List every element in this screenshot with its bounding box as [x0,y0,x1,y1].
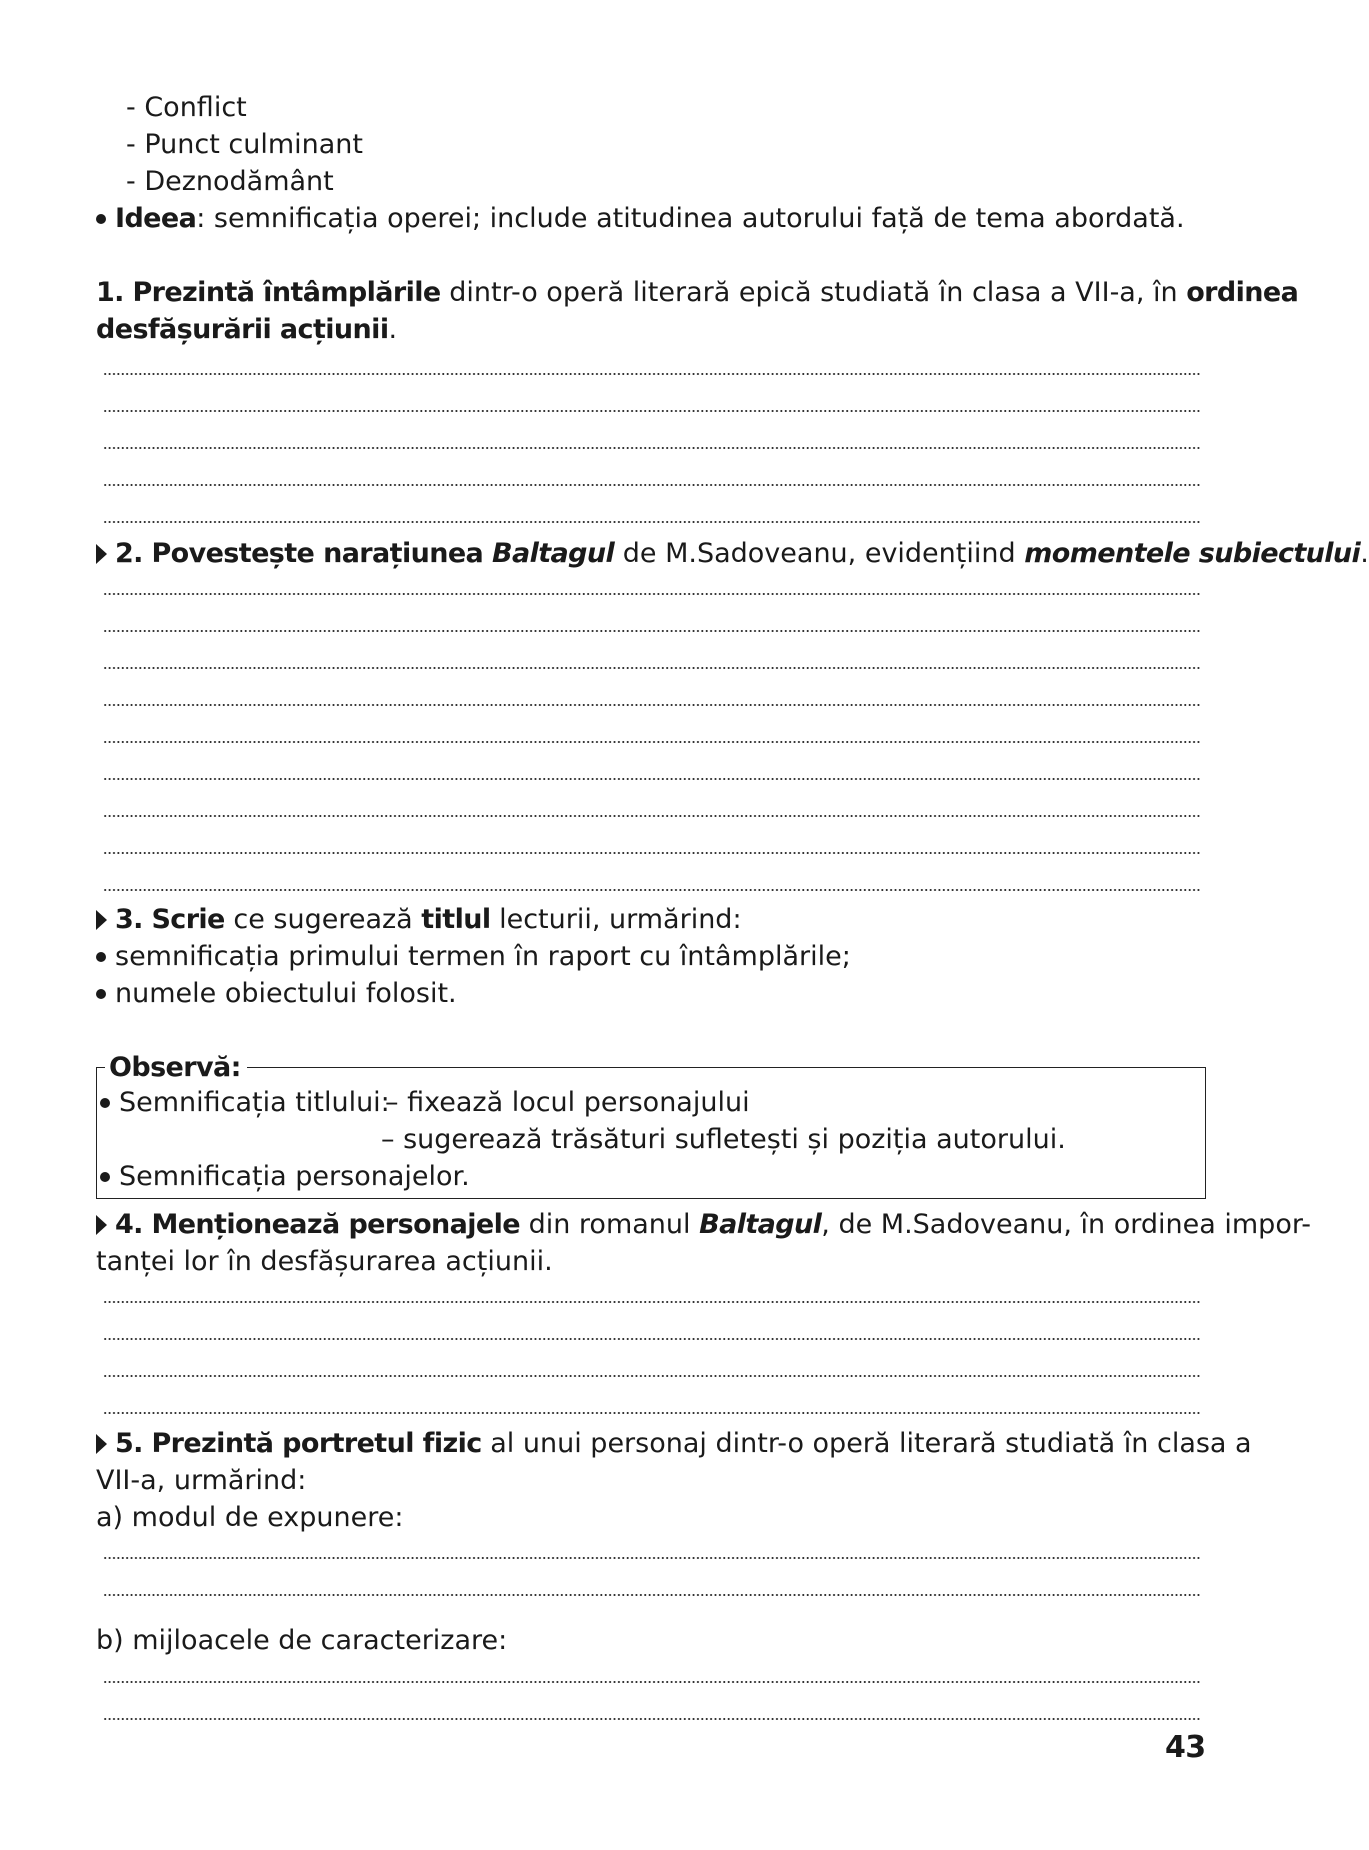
task3-number: 3. [115,904,143,935]
task3-line [96,902,742,938]
observa-line-3 [100,1159,470,1195]
task4-verb: Menționează personajele [151,1209,520,1240]
list-item-conflict: - Conflict [126,92,247,123]
task4-text2: , de M.Sadoveanu, în ordinea impor- [821,1209,1311,1240]
task3-verb: Scrie [151,904,225,935]
task4-line1 [96,1207,1311,1243]
answer-line[interactable] [103,703,1200,707]
triangle-right-icon [96,1215,107,1235]
bullet-icon [96,989,106,999]
answer-line[interactable] [103,520,1200,524]
task5-verb: Prezintă portretul fizic [151,1428,482,1459]
task5-sub-b: b) mijloacele de caracterizare: [96,1625,508,1656]
idea-line [96,201,1185,237]
observa-line-1 [100,1085,390,1121]
bullet-icon [96,952,106,962]
task3-text1: ce sugerează [224,904,422,935]
task2-line [96,536,1369,572]
task1-line1 [96,275,1299,311]
answer-line[interactable] [103,1717,1200,1721]
bullet-icon [100,1172,110,1182]
answer-line[interactable] [103,1556,1200,1560]
observa-line-2: – sugerează trăsături sufletești și poziția autorului. [381,1124,1066,1155]
task4-title: Baltagul [699,1209,822,1240]
idea-text: : semnificația operei; include atitudinea autorului față de tema abordată. [196,203,1185,234]
answer-line[interactable] [103,629,1200,633]
idea-term: Ideea [115,203,197,234]
task1-end: . [388,314,398,345]
observa-line1-value: – fixează locul personajului [385,1087,750,1118]
answer-line[interactable] [103,1593,1200,1597]
answer-line[interactable] [103,666,1200,670]
task3-bullet-text: numele obiectului folosit. [115,978,457,1009]
task2-number: 2. [115,538,143,569]
task2-verb: Povestește narațiunea [151,538,492,569]
task4-number: 4. [115,1209,143,1240]
answer-line[interactable] [103,1411,1200,1415]
triangle-right-icon [96,910,107,930]
task3-bullet-2 [96,976,457,1012]
answer-line[interactable] [103,851,1200,855]
observa-line3-text: Semnificația personajelor. [119,1161,470,1192]
list-item-punct-culminant: - Punct culminant [126,129,363,160]
task2-end: . [1360,538,1369,569]
answer-line[interactable] [103,1374,1200,1378]
answer-line[interactable] [103,592,1200,596]
task1-bold-desfasurarii: desfășurării acțiunii [96,314,389,345]
answer-line[interactable] [103,446,1200,450]
task5-line2: VII-a, urmărind: [96,1465,307,1496]
task5-number: 5. [115,1428,143,1459]
answer-line[interactable] [103,777,1200,781]
task1-number: 1. [96,277,124,308]
task1-text: dintr-o operă literară epică studiată în clasa a VII-a, în [440,277,1187,308]
answer-line[interactable] [103,888,1200,892]
task4-line2: tanței lor în desfășurarea acțiunii. [96,1246,553,1277]
task3-bullet-text: semnificația primului termen în raport cu întâmplările; [115,941,851,972]
answer-line[interactable] [103,1300,1200,1304]
answer-line[interactable] [103,1680,1200,1684]
answer-line[interactable] [103,814,1200,818]
page-number: 43 [1165,1730,1206,1765]
observa-line1-label: Semnificația titlului: [119,1087,390,1118]
bullet-icon [96,214,106,224]
task5-sub-a: a) modul de expunere: [96,1502,404,1533]
answer-line[interactable] [103,483,1200,487]
answer-line[interactable] [103,409,1200,413]
answer-line[interactable] [103,740,1200,744]
bullet-icon [100,1098,110,1108]
task3-bullet-1 [96,939,851,975]
task3-bold-titlul: titlul [421,904,491,935]
task2-emphasis: momentele subiectului [1024,538,1361,569]
answer-line[interactable] [103,372,1200,376]
task1-bold-ordinea: ordinea [1186,277,1299,308]
triangle-right-icon [96,1434,107,1454]
task5-line1 [96,1426,1252,1462]
task3-text2: lecturii, urmărind: [490,904,742,935]
answer-line[interactable] [103,1337,1200,1341]
task5-text1: al unui personaj dintr-o operă literară studiată în clasa a [481,1428,1252,1459]
list-item-deznodamant: - Deznodământ [126,166,334,197]
task1-line2 [96,312,397,348]
task1-verb: Prezintă întâmplările [132,277,441,308]
observa-legend: Observă: [105,1050,247,1086]
task2-text: de M.Sadoveanu, evidențiind [614,538,1025,569]
task2-title: Baltagul [491,538,615,569]
task4-text1: din romanul [520,1209,700,1240]
triangle-right-icon [96,544,107,564]
